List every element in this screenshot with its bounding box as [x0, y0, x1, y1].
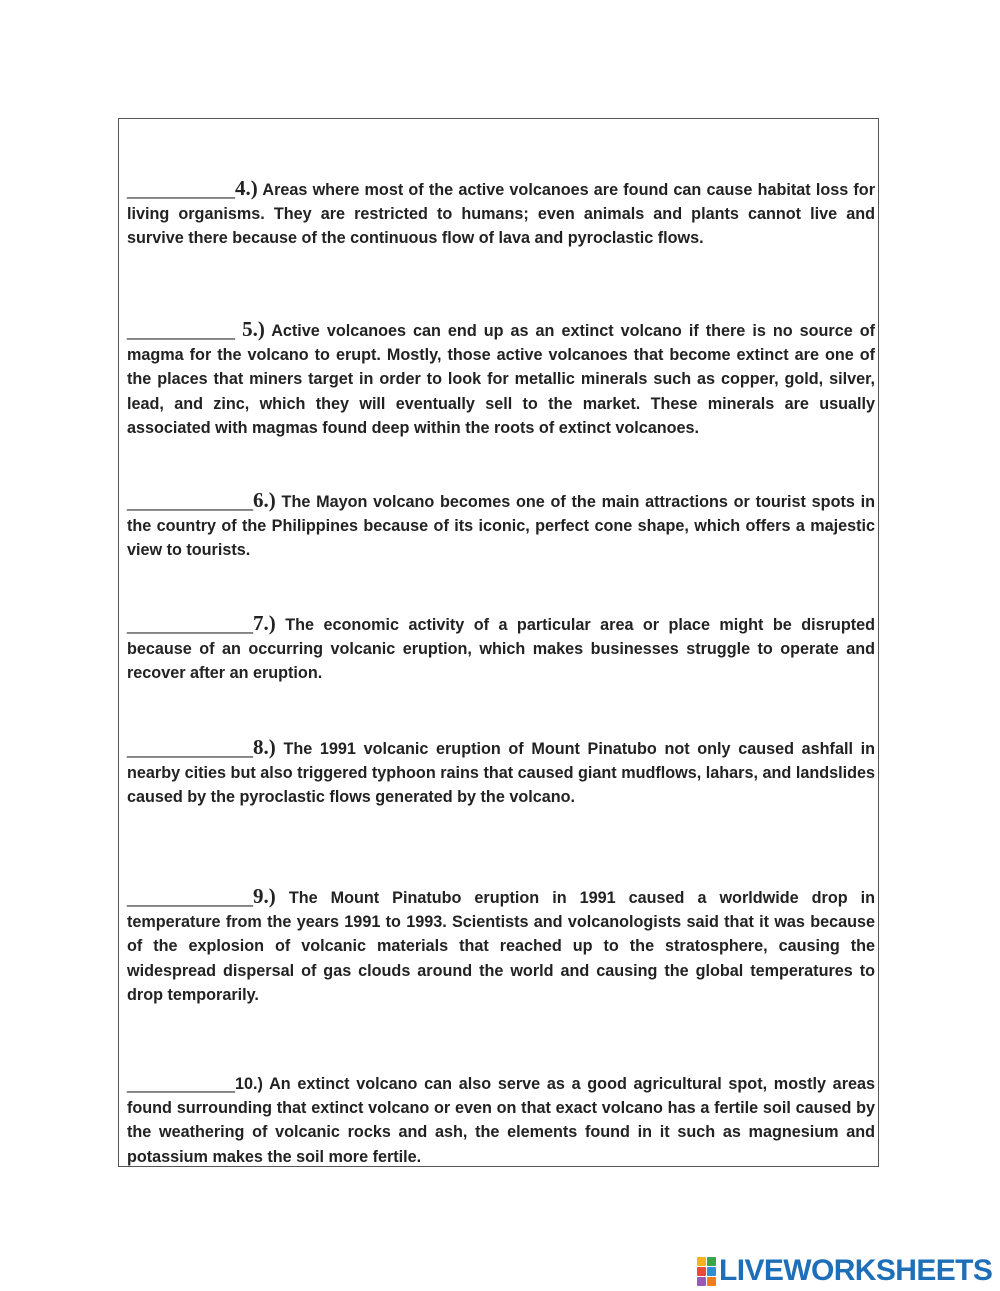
question-number-6: 6.): [253, 488, 276, 512]
answer-blank-9[interactable]: ______________: [127, 889, 254, 907]
answer-blank-7[interactable]: ______________: [127, 616, 254, 634]
question-number-5: 5.): [242, 317, 265, 341]
question-4: [127, 176, 875, 251]
question-text-5: Active volcanoes can end up as an extinct volcano if there is no source of magma for the volcano to erupt. Mostly, those active volcanoes that become extinct are one of the places that miners target in order to look for metallic minerals such as copper, gold, silver, lead, and zinc, which they will eventually sell to the market. These minerals are usually associated with magmas found deep within the roots of extinct volcanoes.: [127, 322, 876, 437]
answer-blank-5[interactable]: ____________: [127, 322, 243, 340]
question-9: [127, 884, 875, 1007]
question-text-7: The economic activity of a particular area or place might be disrupted because of an occurring volcanic eruption, which makes businesses struggle to operate and recover after an eruption.: [127, 616, 875, 683]
question-number-10: 10.): [235, 1075, 263, 1093]
question-number-8: 8.): [253, 735, 276, 759]
question-text-8: The 1991 volcanic eruption of Mount Pinatubo not only caused ashfall in nearby cities but also triggered typhoon rains that caused giant mudflows, lahars, and landslides caused by the pyroclastic flows generated by the volcano.: [127, 740, 875, 807]
question-5: [127, 317, 875, 440]
question-10: [127, 1072, 875, 1169]
liveworksheets-logo-icon: [697, 1257, 716, 1286]
question-text-4: Areas where most of the active volcanoes are found can cause habitat loss for living organisms. They are restricted to humans; even animals and plants cannot live and survive there because of the continuous flow of lava and pyroclastic flows.: [127, 181, 875, 248]
worksheet-frame: [118, 118, 879, 1167]
question-7: [127, 611, 875, 686]
answer-blank-4[interactable]: ____________: [127, 181, 236, 199]
answer-blank-10[interactable]: ____________: [127, 1075, 236, 1093]
liveworksheets-logo-text: LIVEWORKSHEETS: [719, 1254, 993, 1287]
question-6: [127, 488, 875, 563]
question-text-10: An extinct volcano can also serve as a good agricultural spot, mostly areas found surrounding that extinct volcano or even on that exact volcano has a fertile soil caused by the weathering of volcanic rocks and ash, the elements found in it such as magnesium and potassium makes the soil more fertile.: [127, 1075, 875, 1166]
question-number-9: 9.): [253, 884, 276, 908]
liveworksheets-logo: [697, 1256, 992, 1286]
answer-blank-8[interactable]: ______________: [127, 740, 254, 758]
question-number-7: 7.): [253, 611, 276, 635]
answer-blank-6[interactable]: ______________: [127, 493, 254, 511]
question-text-6: The Mayon volcano becomes one of the main attractions or tourist spots in the country of the Philippines because of its iconic, perfect cone shape, which offers a majestic view to tourists.: [127, 493, 875, 560]
question-8: [127, 735, 875, 810]
question-text-9: The Mount Pinatubo eruption in 1991 caused a worldwide drop in temperature from the years 1991 to 1993. Scientists and volcanologists said that it was because of the explosion of volcanic materials that reached up to the stratosphere, causing the widespread dispersal of gas clouds around the world and causing the global temperatures to drop temporarily.: [127, 889, 875, 1004]
question-number-4: 4.): [235, 176, 258, 200]
